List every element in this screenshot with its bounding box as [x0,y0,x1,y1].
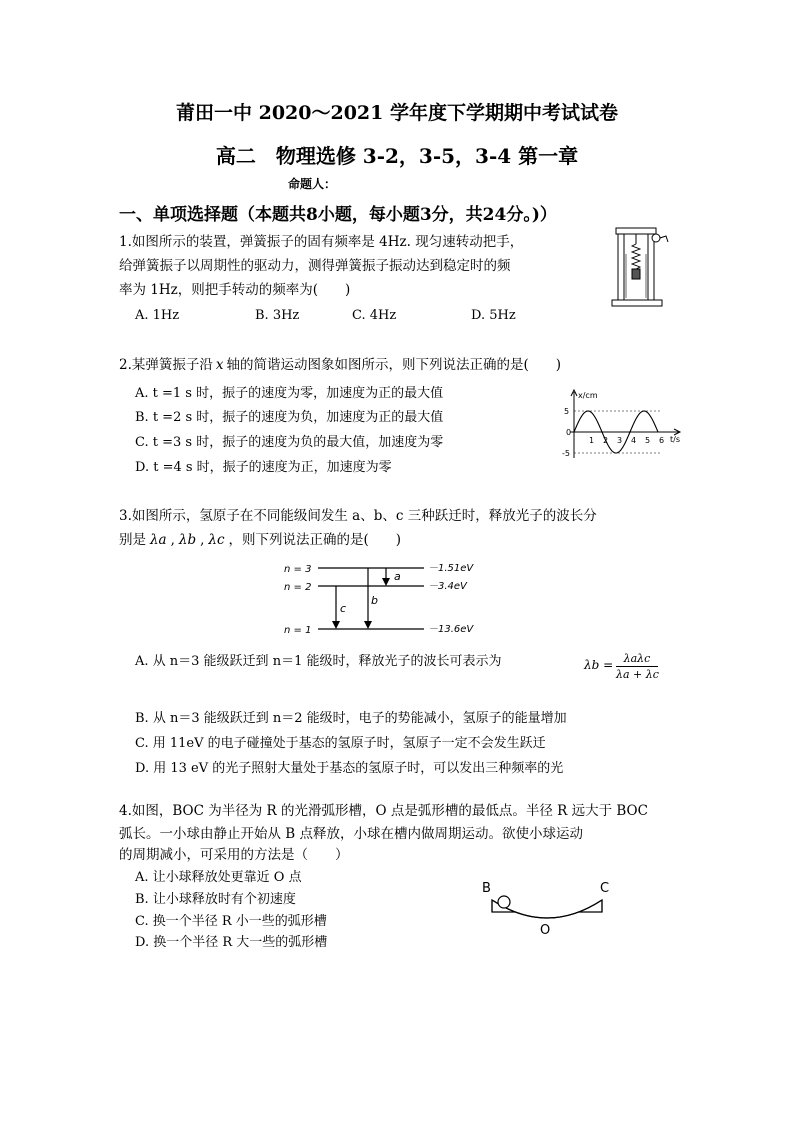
ball [498,896,510,908]
q4-option-b: B. 让小球释放时有个初速度 [135,892,296,907]
x-tick-2: 2 [603,436,609,445]
arrow-b-label: b [371,594,378,607]
lambda-b: λb [178,532,197,548]
q4-option-d: D. 换一个半径 R 大一些的弧形槽 [135,935,328,950]
level-n3-label: n = 3 [284,564,312,575]
q4-line1: 4.如图，BOC 为半径为 R 的光滑弧形槽，O 点是弧形槽的最低点。半径 R 远大于 BOC [119,803,648,819]
q3-line2-post: ，则下列说法正确的是( ) [228,532,402,548]
arrow-c-label: c [340,602,347,615]
author-label: 命题人： [288,177,337,191]
q4-line2: 弧长。一小球由静止开始从 B 点释放，小球在槽内做周期运动。欲使小球运动 [119,826,584,842]
q3-line2-pre: 别是 [119,532,146,548]
q1-line2: 给弹簧振子以周期性的驱动力，测得弹簧振子振动达到稳定时的频 [119,258,511,274]
q2-option-b: B. t =2 s 时，振子的速度为负，加速度为正的最大值 [135,410,444,425]
q3-option-b: B. 从 n＝3 能级跃迁到 n＝2 能级时，电子的势能减小，氢原子的能量增加 [135,711,567,726]
q2-stem-var: x [215,357,224,373]
q3-option-a: A. 从 n＝3 能级跃迁到 n＝1 能级时，释放光子的波长可表示为 [135,654,502,669]
q2-stem [119,354,561,376]
q4-line3: 的周期减小，可采用的方法是（ ） [119,847,349,863]
point-o-label: O [540,923,551,938]
formula-fraction [616,651,658,682]
q1-option-c: C. 4Hz [352,308,397,323]
level-n3-energy: －1.51eV [428,563,474,574]
q2-option-d: D. t =4 s 时，振子的速度为正，加速度为零 [135,460,392,475]
level-n2-label: n = 2 [284,582,312,593]
arrow-a-label: a [394,570,401,583]
level-n1-energy: －13.6eV [428,624,474,635]
level-n1-label: n = 1 [284,625,312,636]
formula-lhs: λb = [584,658,614,672]
point-c-label: C [600,881,610,896]
y-tick-0: 0 [566,428,572,437]
q1-line3: 率为 1Hz，则把手转动的频率为( ) [119,282,351,298]
exam-subtitle: 高二 物理选修 3-2，3-5，3-4 第一章 [215,144,579,168]
q3-option-c: C. 用 11eV 的电子碰撞处于基态的氢原子时，氢原子一定不会发生跃迁 [135,736,546,751]
q2-option-c: C. t =3 s 时，振子的速度为负的最大值，加速度为零 [135,435,444,450]
y-tick-neg5: -5 [562,449,570,458]
lambda-a: λa [150,532,167,548]
q2-displacement-time-graph [562,388,686,460]
hydrogen-energy-level-diagram [282,556,482,640]
x-tick-1: 1 [589,436,595,445]
formula-numerator: λaλc [616,651,658,667]
lambda-c: λc [208,532,225,548]
q2-stem-post: 轴的简谐运动图象如图所示，则下列说法正确的是( ) [226,357,562,373]
x-tick-4: 4 [631,436,637,445]
q1-option-a: A. 1Hz [135,308,180,323]
q3-line1: 3.如图所示，氢原子在不同能级间发生 a、b、c 三种跃迁时，释放光子的波长分 [119,508,597,524]
q1-line1: 1.如图所示的装置，弹簧振子的固有频率是 4Hz. 现匀速转动把手， [119,234,524,250]
q3-option-d: D. 用 13 eV 的光子照射大量处于基态的氢原子时，可以发出三种频率的光 [135,761,564,776]
q4-option-c: C. 换一个半径 R 小一些的弧形槽 [135,914,327,929]
arc-groove-diagram [478,878,618,938]
point-b-label: B [482,881,491,896]
q3-line2: 别是 λa , λb , λc ，则下列说法正确的是( ) [119,532,402,548]
q4-option-a: A. 让小球释放处更靠近 O 点 [135,870,302,885]
x-tick-3: 3 [617,436,623,445]
x-tick-5: 5 [645,436,651,445]
x-axis-label: t/s [670,435,680,444]
formula-denominator: λa + λc [616,668,659,681]
formula-lambda-b: λb [584,658,600,672]
y-tick-5: 5 [564,407,570,416]
q2-option-a: A. t =1 s 时，振子的速度为零，加速度为正的最大值 [135,386,444,401]
y-axis-label: x/cm [578,391,598,400]
level-n2-energy: －3.4eV [428,581,467,592]
x-tick-6: 6 [659,436,665,445]
spring-oscillator-apparatus-figure [608,224,672,310]
q1-option-d: D. 5Hz [471,308,516,323]
q2-stem-pre: 2.某弹簧振子沿 [119,357,213,373]
exam-title: 莆田一中 2020～2021 学年度下学期期中考试试卷 [176,102,618,124]
section-heading: 一、单项选择题（本题共8小题，每小题3分，共24分。)） [119,205,557,225]
q1-option-b: B. 3Hz [255,308,300,323]
